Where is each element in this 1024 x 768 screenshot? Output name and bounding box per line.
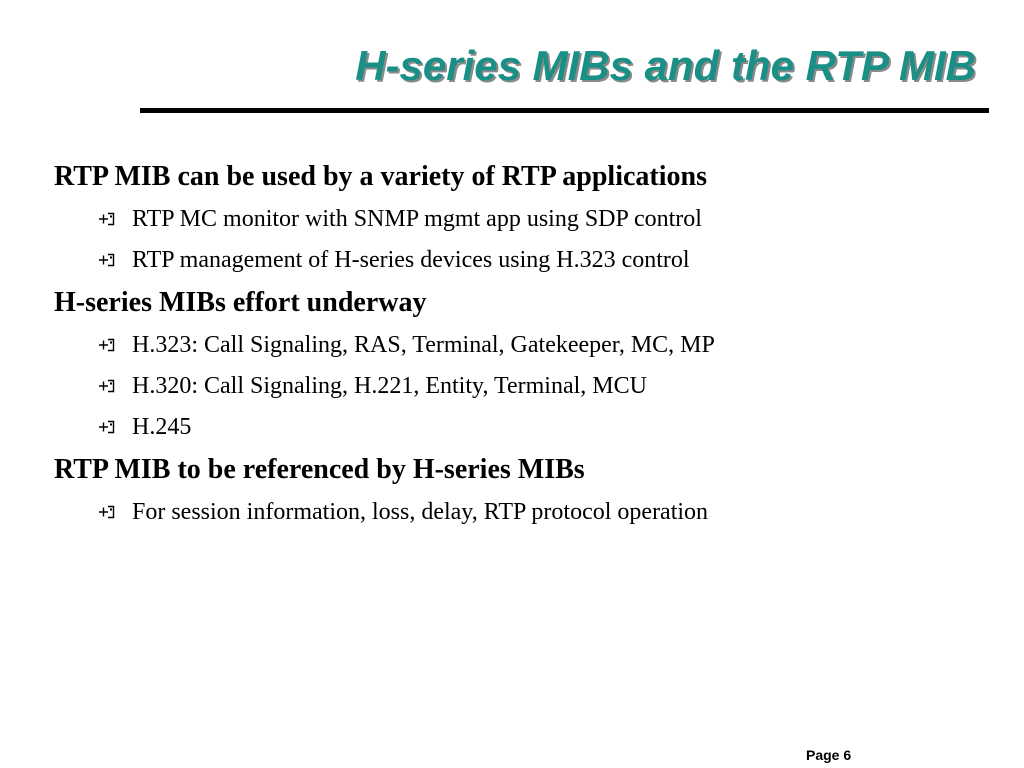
bullet-item	[54, 240, 984, 281]
bullet-text: H.245	[132, 414, 192, 440]
plus-box-icon	[98, 211, 115, 227]
page-number: Page 6	[806, 747, 852, 763]
title-underline	[140, 108, 989, 113]
bullet-text: For session information, loss, delay, RTP protocol operation	[132, 499, 709, 525]
bullet-item	[54, 366, 984, 407]
bullet-item	[54, 199, 984, 240]
slide-body	[54, 155, 984, 533]
section-heading: H-series MIBs effort underway	[54, 287, 427, 318]
bullet-text: RTP management of H-series devices using H.323 control	[132, 247, 690, 273]
section-heading: RTP MIB to be referenced by H-series MIBs	[54, 454, 585, 485]
bullet-item	[54, 407, 984, 448]
plus-box-icon	[98, 419, 115, 435]
bullet-item	[54, 492, 984, 533]
bullet-text: H.323: Call Signaling, RAS, Terminal, Gatekeeper, MC, MP	[132, 332, 715, 358]
slide-title: H-series MIBs and the RTP MIB	[355, 42, 976, 89]
section-heading: RTP MIB can be used by a variety of RTP applications	[54, 161, 707, 192]
plus-box-icon	[98, 378, 115, 394]
bullet-item	[54, 325, 984, 366]
plus-box-icon	[98, 337, 115, 353]
bullet-text: H.320: Call Signaling, H.221, Entity, Terminal, MCU	[132, 373, 647, 399]
bullet-text: RTP MC monitor with SNMP mgmt app using SDP control	[132, 206, 702, 232]
plus-box-icon	[98, 252, 115, 268]
plus-box-icon	[98, 504, 115, 520]
